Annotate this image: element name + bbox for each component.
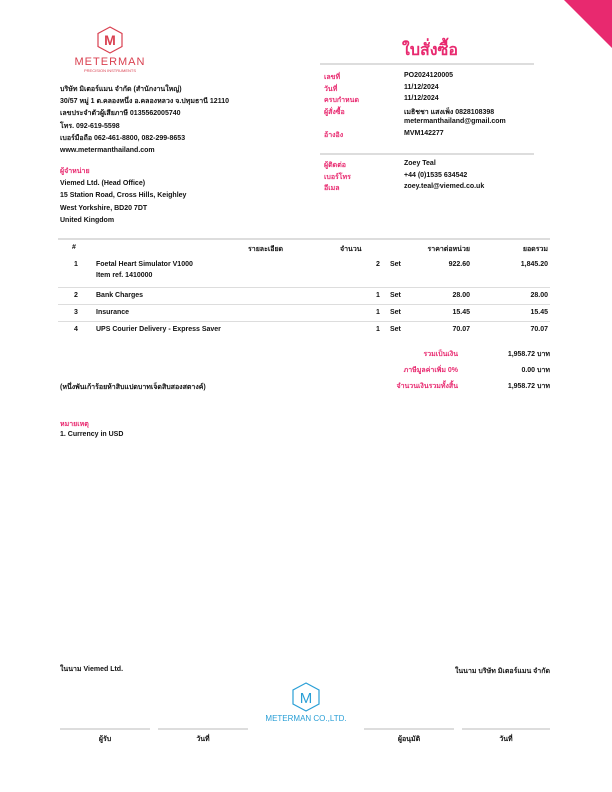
row-number: 4 [74, 326, 78, 333]
sign-label-date: วันที่ [499, 736, 513, 743]
table-row [58, 305, 550, 321]
row-number: 1 [74, 261, 78, 268]
row-qty: 2 [376, 261, 380, 268]
stamp-hexagon-icon [292, 682, 320, 712]
value: 11/12/2024 [404, 83, 439, 91]
row-subtext: Item ref. 1410000 [96, 272, 153, 279]
row-qty: 1 [376, 292, 380, 299]
company-logo: M METERMAN PRECISION INSTRUMENTS [60, 26, 160, 73]
row-unit-price: 922.60 [448, 261, 470, 268]
row-description: Bank Charges [96, 292, 144, 299]
row-description: UPS Courier Delivery - Express Saver [96, 326, 221, 333]
row-unit: Set [390, 292, 401, 299]
label: เบอร์โทร [324, 173, 351, 181]
sign-right-on-behalf: ในนาม บริษัท มิเตอร์แมน จำกัด [454, 668, 550, 675]
value: 11/12/2024 [404, 95, 439, 102]
row-qty: 1 [376, 309, 380, 316]
row-number: 2 [74, 292, 78, 299]
total-label: ภาษีมูลค่าเพิ่ม 0% [403, 367, 458, 374]
corner-decoration [564, 0, 612, 48]
company-info: บริษัท มิเตอร์แมน จำกัด (สำนักงานใหญ่) 30/57 หมู่ 1 ต.คลองหนึ่ง อ.คลองหลวง จ.ปทุมธานี 12110 เลขประจำตัวผู้เสียภาษี 0135562005740 โทร. 092-619-5598 เบอร์มือถือ 062-461-8800, 082-299-8653 www.metermanthailand.com [60, 86, 229, 155]
row-unit: Set [390, 261, 401, 268]
row-description: Insurance [96, 309, 130, 316]
note-item: 1. Currency in USD [60, 431, 124, 438]
label: ครบกำหนด [324, 97, 359, 104]
signature-line [364, 728, 454, 730]
notes-label: หมายเหตุ [60, 421, 89, 428]
company-stamp: M METERMAN CO.,LTD. [256, 682, 356, 723]
value: Zoey Teal [404, 160, 436, 167]
document-title: ใบสั่งซื้อ [402, 42, 459, 59]
sign-left-on-behalf: ในนาม Viemed Ltd. [60, 666, 124, 673]
row-unit: Set [390, 326, 401, 333]
total-value: 1,958.72 บาท [507, 351, 550, 358]
total-value: 1,958.72 บาท [507, 383, 550, 390]
value: MVM142277 [404, 129, 444, 137]
row-unit-price: 28.00 [452, 292, 470, 299]
value: PO2024120005 [404, 72, 454, 79]
label: ผู้สั่งซื้อ [324, 108, 345, 116]
row-total: 70.07 [530, 326, 548, 333]
row-description: Foetal Heart Simulator V1000 [96, 261, 193, 268]
total-value: 0.00 บาท [521, 367, 550, 374]
value: เมธิชชา แสงเพ็ง 0828108398 [404, 108, 495, 116]
sign-label-date: วันที่ [196, 736, 210, 743]
row-unit-price: 15.45 [452, 309, 470, 316]
divider [320, 63, 534, 65]
row-unit: Set [390, 309, 401, 316]
table-header: # รายละเอียด จำนวน ราคาต่อหน่วย ยอดรวม [72, 244, 548, 253]
label: อีเมล [324, 185, 340, 192]
svg-text:M: M [299, 690, 313, 707]
logo-hexagon-icon [96, 26, 124, 54]
row-total: 15.45 [530, 309, 548, 316]
table-row [58, 322, 550, 338]
row-total: 28.00 [530, 292, 548, 299]
label: ผู้ติดต่อ [324, 162, 346, 169]
row-unit-price: 70.07 [452, 326, 470, 333]
sign-label-receiver: ผู้รับ [98, 736, 112, 743]
value: +44 (0)1535 634542 [404, 171, 468, 179]
row-number: 3 [74, 309, 78, 316]
svg-text:M: M [104, 32, 116, 48]
value: metermanthailand@gmail.com [404, 118, 506, 125]
label: อ้างอิง [324, 131, 344, 139]
signature-line [60, 728, 150, 730]
signature-line [158, 728, 248, 730]
table-row [58, 288, 550, 304]
table-row [58, 257, 550, 287]
total-label: จำนวนเงินรวมทั้งสิ้น [396, 383, 458, 390]
row-qty: 1 [376, 326, 380, 333]
total-label: รวมเป็นเงิน [423, 351, 458, 358]
row-total: 1,845.20 [520, 261, 548, 268]
label: เลขที่ [324, 74, 341, 81]
label: วันที่ [324, 85, 338, 93]
signature-line [462, 728, 550, 730]
value: zoey.teal@viemed.co.uk [404, 183, 485, 190]
divider [320, 153, 534, 155]
sign-label-approver: ผู้อนุมัติ [397, 736, 421, 743]
supplier-info: ผู้จำหน่าย Viemed Ltd. (Head Office) 15 Station Road, Cross Hills, Keighley West Yorkshire, BD20 7DT United Kingdom [60, 168, 187, 224]
amount-in-words: (หนึ่งพันเก้าร้อยห้าสิบแปดบาทเจ็ดสิบสองสตางค์) [60, 384, 206, 391]
